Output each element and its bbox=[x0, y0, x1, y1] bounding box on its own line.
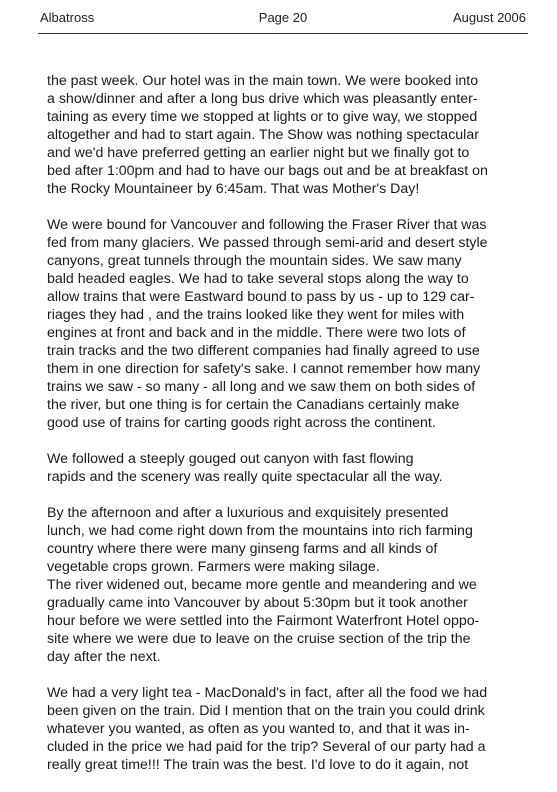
paragraph-2 bbox=[47, 216, 535, 432]
text-line: good use of trains for carting goods right across the continent. bbox=[47, 415, 436, 431]
text-line: allow trains that were Eastward bound to pass by us - up to 129 car- bbox=[47, 289, 475, 305]
text-line: the river, but one thing is for certain the Canadians certainly make bbox=[47, 397, 460, 413]
paragraph-1 bbox=[47, 72, 535, 198]
text-line: train tracks and the two different companies had finally agreed to use bbox=[47, 343, 480, 359]
text-line: them in one direction for safety's sake. I cannot remember how many bbox=[47, 361, 481, 377]
text-line: the past week. Our hotel was in the main town. We were booked into bbox=[47, 73, 479, 89]
header-rule bbox=[38, 33, 528, 34]
text-line: country where there were many ginseng farms and all kinds of bbox=[47, 541, 438, 557]
text-line: and we'd have preferred getting an earlier night but we finally got to bbox=[47, 145, 470, 161]
text-line: site where we were due to leave on the cruise section of the trip the bbox=[47, 631, 471, 647]
text-line: taining as every time we stopped at lights or to give way, we stopped bbox=[47, 109, 478, 125]
text-line: altogether and had to start again. The Show was nothing spectacular bbox=[47, 127, 479, 143]
text-line: We were bound for Vancouver and following the Fraser River that was bbox=[47, 217, 487, 233]
page-header bbox=[40, 10, 526, 30]
paragraph-3 bbox=[47, 450, 535, 486]
text-line: We had a very light tea - MacDonald's in fact, after all the food we had bbox=[47, 685, 488, 701]
text-line: riages they had , and the trains looked like they went for miles with bbox=[47, 307, 465, 323]
text-line: been given on the train. Did I mention that on the train you could drink bbox=[47, 703, 485, 719]
text-line: the Rocky Mountaineer by 6:45am. That was Mother's Day! bbox=[47, 181, 420, 197]
paragraph-4 bbox=[47, 504, 535, 576]
text-line: trains we saw - so many - all long and we saw them on both sides of bbox=[47, 379, 476, 395]
text-line: canyons, great tunnels through the mountain sides. We saw many bbox=[47, 253, 462, 269]
text-line: vegetable crops grown. Farmers were making silage. bbox=[47, 559, 380, 575]
text-line: whatever you wanted, as often as you wanted to, and that it was in- bbox=[47, 721, 470, 737]
text-line: bed after 1:00pm and had to have our bags out and be at breakfast on bbox=[47, 163, 488, 179]
text-line: bald headed eagles. We had to take several stops along the way to bbox=[47, 271, 469, 287]
text-line: engines at front and back and in the middle. There were two lots of bbox=[47, 325, 466, 341]
issue-date: August 2006 bbox=[452, 10, 526, 25]
text-line: really great time!!! The train was the best. I'd love to do it again, not bbox=[47, 757, 469, 773]
newsletter-title: Albatross bbox=[40, 10, 95, 25]
text-line: fed from many glaciers. We passed through semi-arid and desert style bbox=[47, 235, 488, 251]
text-line: The river widened out, became more gentle and meandering and we bbox=[47, 577, 477, 593]
text-line: day after the next. bbox=[47, 649, 161, 665]
article-body bbox=[47, 72, 535, 792]
text-line: rapids and the scenery was really quite spectacular all the way. bbox=[47, 469, 443, 485]
page-number: Page 20 bbox=[258, 10, 308, 25]
text-line: gradually came into Vancouver by about 5:30pm but it took another bbox=[47, 595, 468, 611]
text-line: lunch, we had come right down from the mountains into rich farming bbox=[47, 523, 473, 539]
text-line: cluded in the price we had paid for the trip? Several of our party had a bbox=[47, 739, 486, 755]
text-line: We followed a steeply gouged out canyon with fast flowing bbox=[47, 451, 414, 467]
text-line: a show/dinner and after a long bus drive which was pleasantly enter- bbox=[47, 91, 478, 107]
text-line: By the afternoon and after a luxurious and exquisitely presented bbox=[47, 505, 449, 521]
text-line: hour before we were settled into the Fairmont Waterfront Hotel oppo- bbox=[47, 613, 480, 629]
paragraph-5 bbox=[47, 576, 535, 666]
paragraph-6 bbox=[47, 684, 535, 774]
